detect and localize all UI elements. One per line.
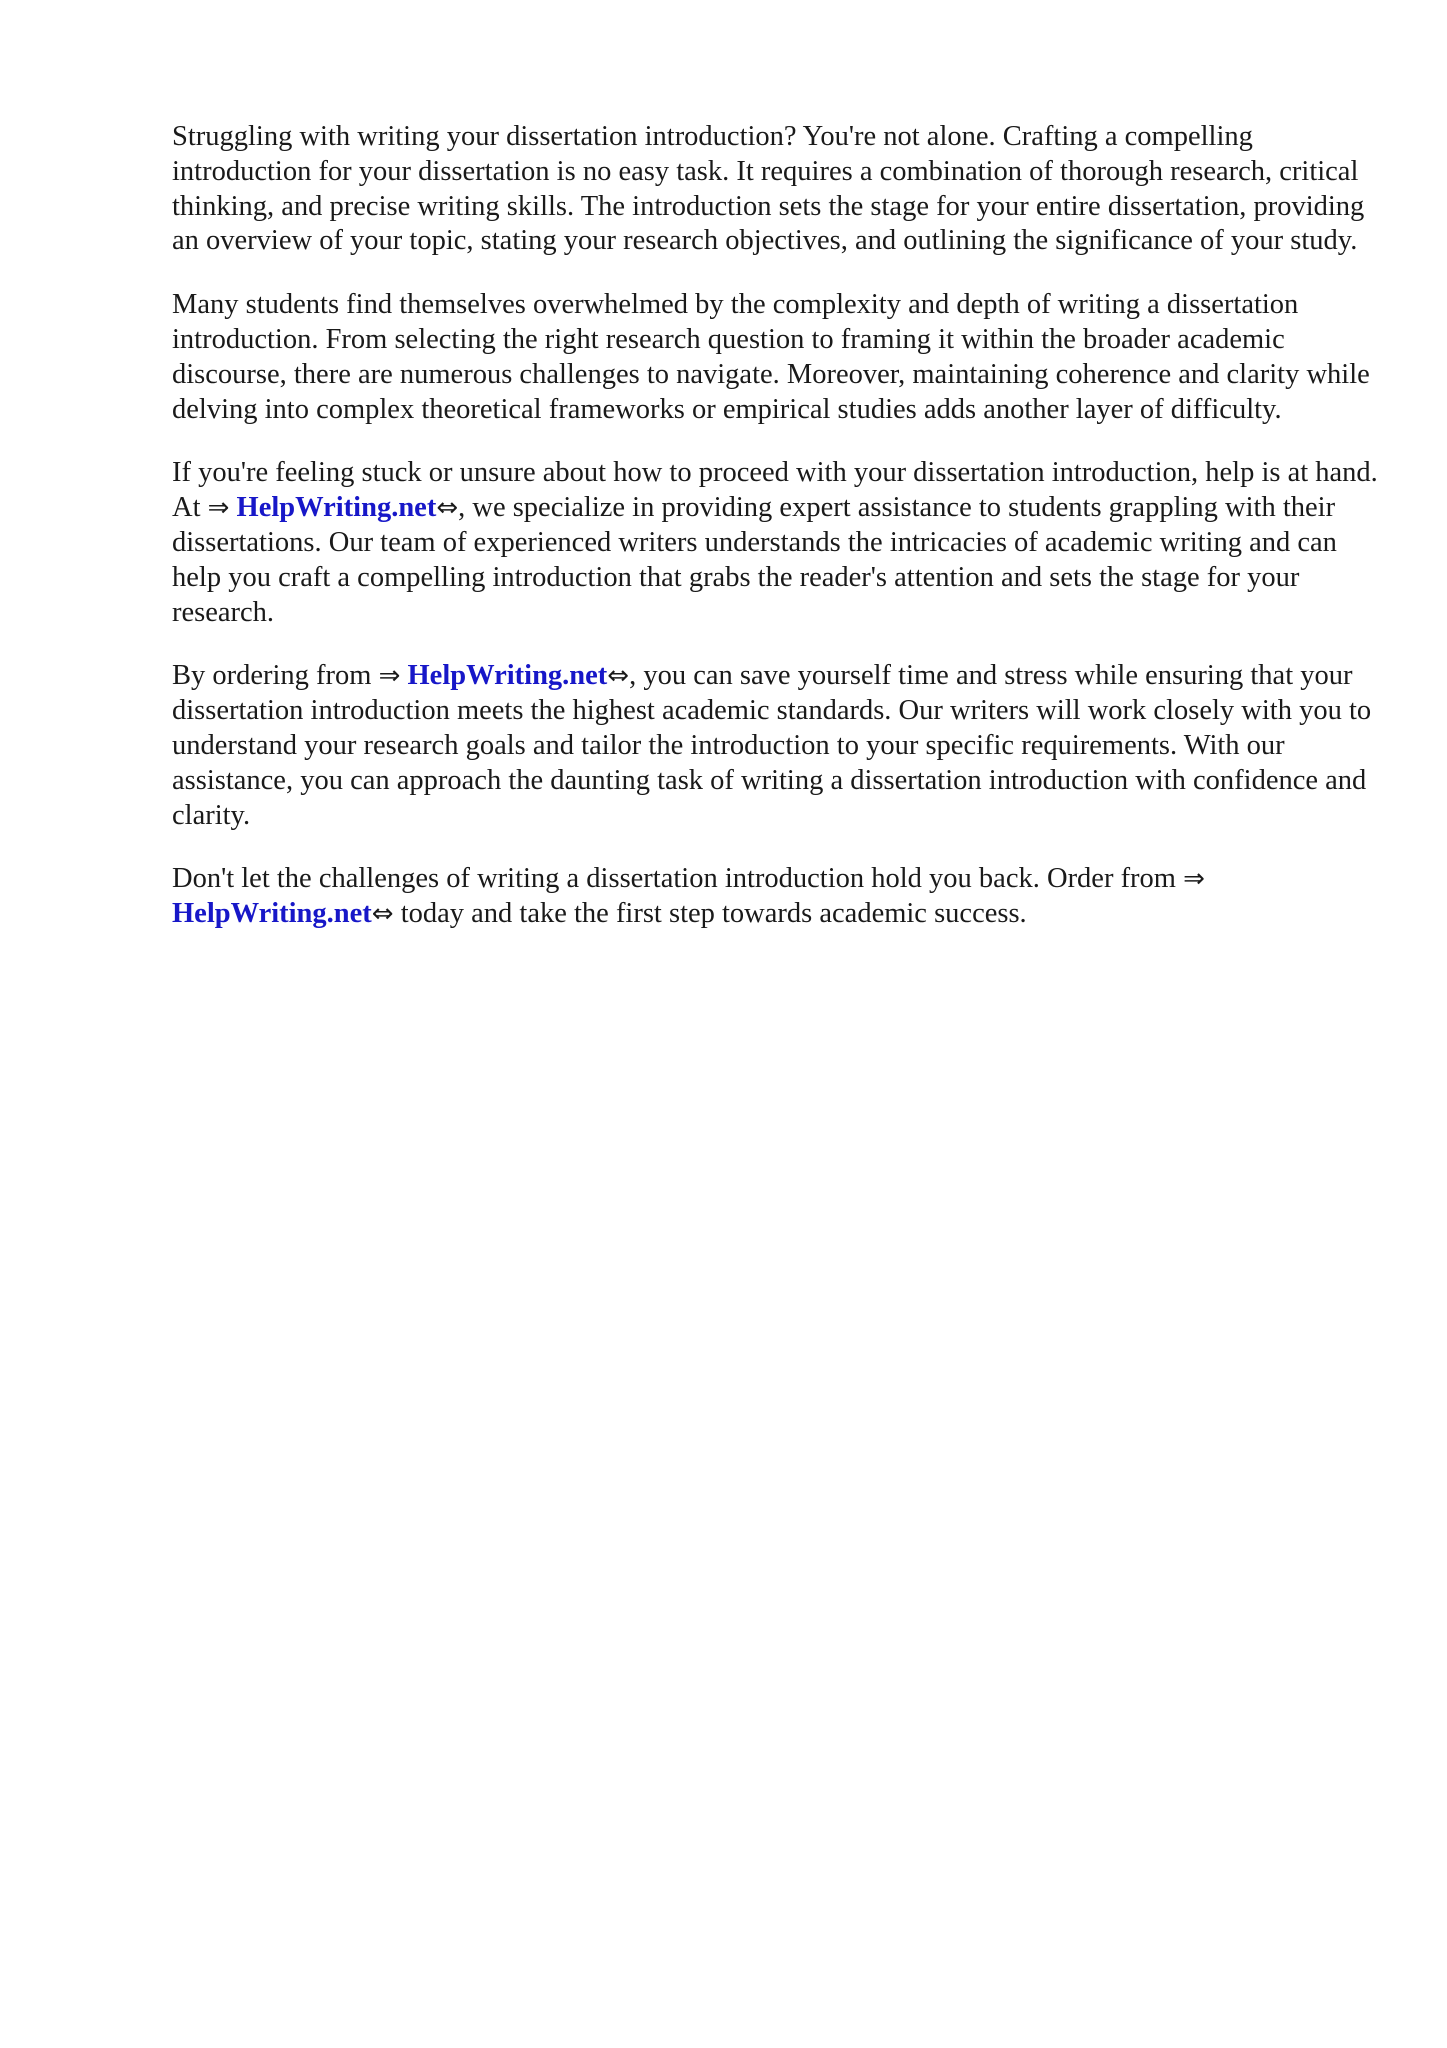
paragraph-text: today and take the first step towards academic success. bbox=[393, 898, 1027, 930]
right-double-arrow-icon: ⇒ bbox=[378, 661, 401, 692]
left-right-double-arrow-icon: ⇔ bbox=[436, 493, 459, 524]
right-double-arrow-icon: ⇒ bbox=[1183, 864, 1205, 895]
helpwriting-link[interactable]: HelpWriting.net bbox=[172, 898, 372, 930]
paragraph-help bbox=[172, 456, 1382, 630]
paragraph-text: Many students find themselves overwhelmed by the complexity and depth of writing a dissertation introduction. From selecting the right research question to framing it within the broader academic discourse, there are numerous challenges to navigate. Moreover, maintaining coherence and clarity while delving into complex theoretical frameworks or empirical studies adds another layer of difficulty. bbox=[172, 289, 1370, 425]
left-right-double-arrow-icon: ⇔ bbox=[607, 661, 630, 692]
left-right-double-arrow-icon: ⇔ bbox=[371, 899, 394, 930]
document-body bbox=[172, 120, 1382, 961]
paragraph-text: By ordering from bbox=[172, 660, 379, 692]
right-double-arrow-icon: ⇒ bbox=[207, 493, 230, 524]
helpwriting-link[interactable]: HelpWriting.net bbox=[407, 660, 608, 692]
paragraph-text: , you can save yourself time and stress while ensuring that your dissertation introduction meets the highest academic standards. Our writers will work closely with you to understand your research goals and tailor the introduction to your specific requirements. With our assistance, you can approach the daunting task of writing a dissertation introduction with confidence and clarity. bbox=[172, 660, 1372, 831]
helpwriting-link[interactable]: HelpWriting.net bbox=[236, 492, 437, 524]
paragraph-closing bbox=[172, 862, 1382, 932]
paragraph-text: , we specialize in providing expert assistance to students grappling with their dissertations. Our team of experienced writers understands the intricacies of academic writing and can help you craft a compelling introduction that grabs the reader's attention and sets the stage for your research. bbox=[172, 492, 1337, 628]
paragraph-ordering bbox=[172, 659, 1382, 833]
paragraph-text: Don't let the challenges of writing a dissertation introduction hold you back. Order from bbox=[172, 863, 1184, 895]
paragraph-intro bbox=[172, 120, 1382, 259]
paragraph-text: Struggling with writing your dissertation introduction? You're not alone. Crafting a compelling introduction for your dissertation is no easy task. It requires a combination of thorough research, critical thinking, and precise writing skills. The introduction sets the stage for your entire dissertation, providing an overview of your topic, stating your research objectives, and outlining the significance of your study. bbox=[172, 121, 1365, 257]
paragraph-text: If you're feeling stuck or unsure about how to proceed with your dissertation introduction, help is at hand. At bbox=[172, 457, 1378, 524]
paragraph-challenges bbox=[172, 288, 1382, 427]
